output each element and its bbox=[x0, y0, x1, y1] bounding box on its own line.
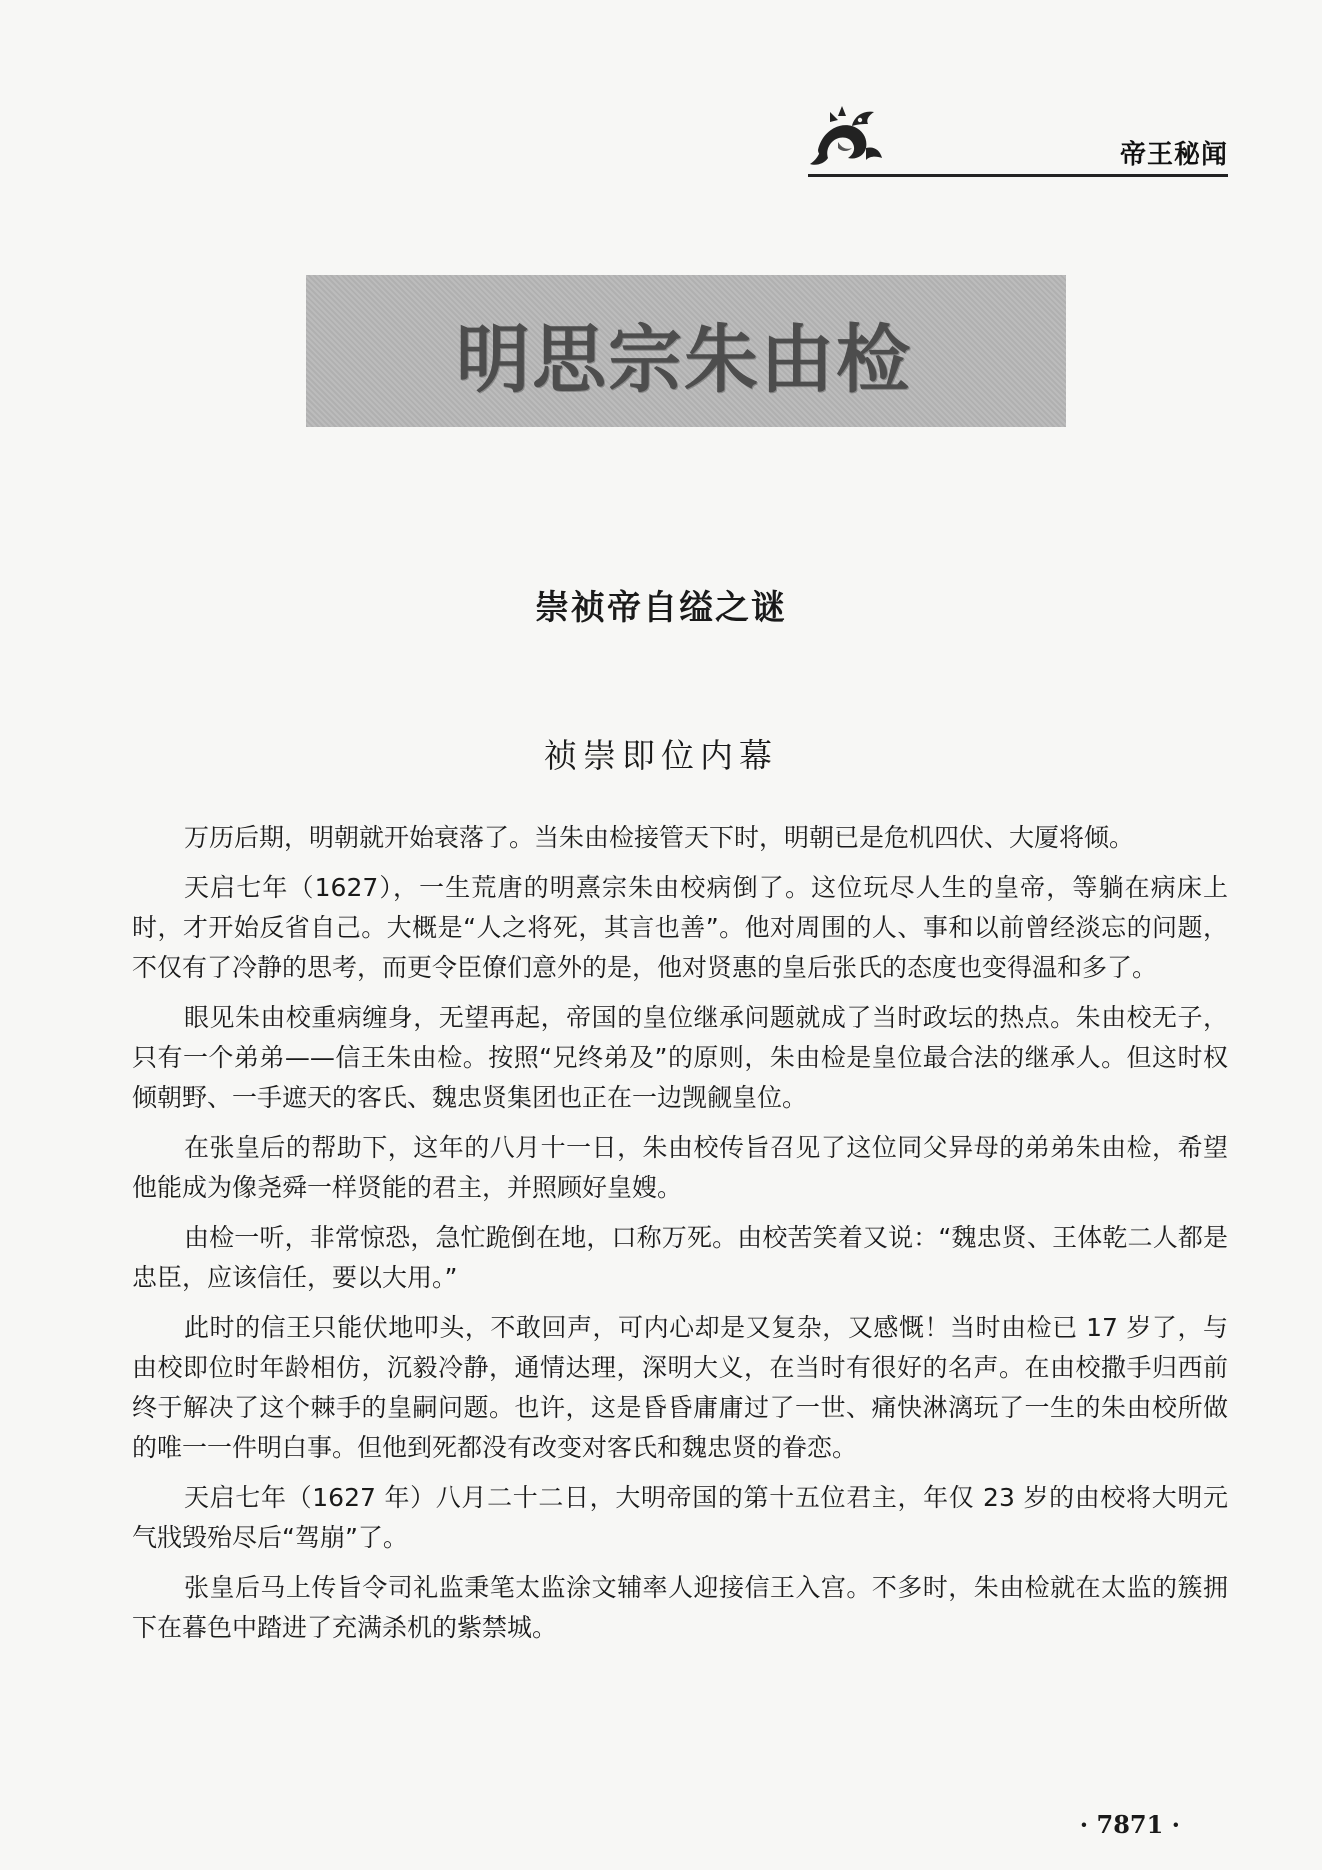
paragraph: 由检一听，非常惊恐，急忙跪倒在地，口称万死。由校苦笑着又说：“魏忠贤、王体乾二人都是忠臣，应该信任，要以大用。” bbox=[132, 1223, 1228, 1292]
paragraph: 此时的信王只能伏地叩头，不敢回声，可内心却是又复杂，又感慨！当时由检已 17 岁了，与由校即位时年龄相仿，沉毅冷静，通情达理，深明大义，在当时有很好的名声。在由校撒手归西前终于解决了这个棘手的皇嗣问题。也许，这是昏昏庸庸过了一世、痛快淋漓玩了一生的朱由校所做的唯一一件明白事。但他到死都没有改变对客氏和魏忠贤的眷恋。 bbox=[132, 1313, 1228, 1462]
section-title: 祯崇即位内幕 bbox=[544, 736, 778, 775]
header-rule bbox=[808, 174, 1228, 177]
paragraph: 天启七年（1627），一生荒唐的明熹宗朱由校病倒了。这位玩尽人生的皇帝，等躺在病床上时，才开始反省自己。大概是“人之将死，其言也善”。他对周围的人、事和以前曾经淡忘的问题，不仅有了冷静的思考，而更令臣僚们意外的是，他对贤惠的皇后张氏的态度也变得温和多了。 bbox=[132, 873, 1228, 982]
chapter-title: 明思宗朱由检 bbox=[456, 317, 912, 403]
article-title: 崇祯帝自缢之谜 bbox=[535, 588, 787, 628]
paragraph: 万历后期，明朝就开始衰落了。当朱由检接管天下时，明朝已是危机四伏、大厦将倾。 bbox=[184, 823, 1135, 852]
page-header bbox=[808, 96, 1228, 180]
chapter-banner bbox=[306, 275, 1066, 427]
dragon-icon bbox=[808, 102, 884, 170]
article-body bbox=[132, 818, 1228, 1658]
paragraph: 眼见朱由校重病缠身，无望再起，帝国的皇位继承问题就成了当时政坛的热点。朱由校无子，只有一个弟弟——信王朱由检。按照“兄终弟及”的原则，朱由检是皇位最合法的继承人。但这时权倾朝野、一手遮天的客氏、魏忠贤集团也正在一边觊觎皇位。 bbox=[132, 1003, 1228, 1112]
paragraph: 张皇后马上传旨令司礼监秉笔太监涂文辅率人迎接信王入宫。不多时，朱由检就在太监的簇拥下在暮色中踏进了充满杀机的紫禁城。 bbox=[132, 1573, 1228, 1642]
running-head: 帝王秘闻 bbox=[1119, 140, 1228, 170]
paragraph: 在张皇后的帮助下，这年的八月十一日，朱由校传旨召见了这位同父异母的弟弟朱由检，希望他能成为像尧舜一样贤能的君主，并照顾好皇嫂。 bbox=[132, 1133, 1228, 1202]
paragraph: 天启七年（1627 年）八月二十二日，大明帝国的第十五位君主，年仅 23 岁的由校将大明元气戕毁殆尽后“驾崩”了。 bbox=[132, 1483, 1228, 1552]
page-number: · 7871 · bbox=[1079, 1810, 1180, 1839]
